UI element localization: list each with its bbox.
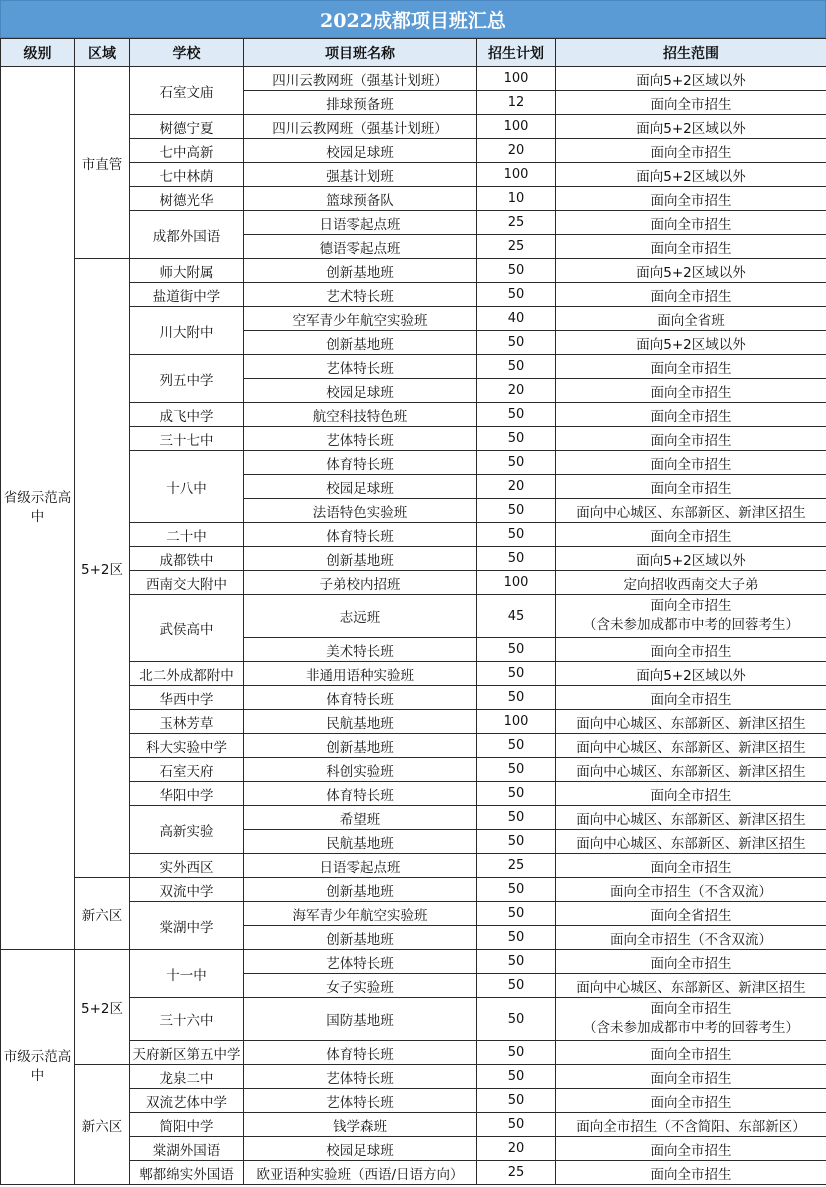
school-cell: 北二外成都附中 [130, 662, 244, 686]
school-cell: 七中林荫 [130, 163, 244, 187]
school-cell: 成都外国语 [130, 211, 244, 259]
column-header-area: 区域 [75, 39, 130, 67]
school-cell: 武侯高中 [130, 595, 244, 662]
plan-cell: 50 [477, 1113, 556, 1137]
plan-cell: 50 [477, 427, 556, 451]
school-cell: 师大附属 [130, 259, 244, 283]
program-cell: 艺体特长班 [244, 355, 477, 379]
plan-cell: 10 [477, 187, 556, 211]
school-cell: 棠湖中学 [130, 902, 244, 950]
plan-cell: 50 [477, 782, 556, 806]
scope-cell: 面向中心城区、东部新区、新津区招生 [556, 758, 826, 782]
scope-cell: 面向5+2区域以外 [556, 67, 826, 91]
program-cell: 非通用语种实验班 [244, 662, 477, 686]
plan-cell: 50 [477, 499, 556, 523]
program-cell: 创新基地班 [244, 878, 477, 902]
school-cell: 七中高新 [130, 139, 244, 163]
scope-note: （含未参加成都市中考的回蓉考生） [583, 1020, 799, 1036]
school-cell: 科大实验中学 [130, 734, 244, 758]
plan-cell: 20 [477, 1137, 556, 1161]
column-header-program: 项目班名称 [244, 39, 477, 67]
plan-cell: 20 [477, 475, 556, 499]
school-cell: 川大附中 [130, 307, 244, 355]
plan-cell: 50 [477, 758, 556, 782]
school-cell: 龙泉二中 [130, 1065, 244, 1089]
program-cell: 欧亚语种实验班（西语/日语方向） [244, 1161, 477, 1185]
scope-cell: 面向全市招生 [556, 1065, 826, 1089]
scope-cell: 面向全市招生 [556, 235, 826, 259]
plan-cell: 12 [477, 91, 556, 115]
program-cell: 艺术特长班 [244, 283, 477, 307]
school-cell: 二十中 [130, 523, 244, 547]
plan-cell: 50 [477, 403, 556, 427]
program-cell: 德语零起点班 [244, 235, 477, 259]
program-cell: 四川云教网班（强基计划班） [244, 115, 477, 139]
program-cell: 创新基地班 [244, 259, 477, 283]
plan-cell: 100 [477, 571, 556, 595]
scope-cell: 面向中心城区、东部新区、新津区招生 [556, 710, 826, 734]
scope-cell: 面向全市招生 [556, 91, 826, 115]
plan-cell: 100 [477, 67, 556, 91]
school-cell: 华西中学 [130, 686, 244, 710]
school-cell: 三十七中 [130, 427, 244, 451]
scope-cell: 面向5+2区域以外 [556, 163, 826, 187]
school-cell: 石室天府 [130, 758, 244, 782]
plan-cell: 50 [477, 950, 556, 974]
program-cell: 校园足球班 [244, 475, 477, 499]
program-cell: 民航基地班 [244, 830, 477, 854]
school-cell: 高新实验 [130, 806, 244, 854]
program-cell: 希望班 [244, 806, 477, 830]
scope-cell: 面向全市招生 [556, 187, 826, 211]
program-cell: 校园足球班 [244, 379, 477, 403]
program-cell: 子弟校内招班 [244, 571, 477, 595]
program-cell: 体育特长班 [244, 451, 477, 475]
scope-cell: 面向全市招生（不含简阳、东部新区） [556, 1113, 826, 1137]
scope-cell: 面向5+2区域以外 [556, 115, 826, 139]
column-header-scope: 招生范围 [556, 39, 826, 67]
area-cell: 新六区 [75, 878, 130, 950]
scope-cell: 面向全市招生 [556, 1089, 826, 1113]
program-cell: 空军青少年航空实验班 [244, 307, 477, 331]
program-cell: 创新基地班 [244, 926, 477, 950]
program-cell: 日语零起点班 [244, 854, 477, 878]
area-cell: 市直管 [75, 67, 130, 259]
plan-cell: 100 [477, 710, 556, 734]
program-cell: 强基计划班 [244, 163, 477, 187]
school-cell: 双流艺体中学 [130, 1089, 244, 1113]
scope-cell: 面向5+2区域以外 [556, 547, 826, 571]
plan-cell: 50 [477, 902, 556, 926]
scope-cell: 面向全省班 [556, 307, 826, 331]
plan-cell: 50 [477, 259, 556, 283]
program-cell: 创新基地班 [244, 734, 477, 758]
program-cell: 日语零起点班 [244, 211, 477, 235]
school-cell: 树德宁夏 [130, 115, 244, 139]
scope-cell: 面向全市招生 [556, 283, 826, 307]
scope-cell: 面向全市招生 [556, 379, 826, 403]
header-row [1, 39, 826, 67]
scope-cell: 面向全市招生 [556, 1161, 826, 1185]
scope-cell: 面向全市招生（不含双流） [556, 926, 826, 950]
scope-cell: 面向5+2区域以外 [556, 259, 826, 283]
plan-cell: 20 [477, 379, 556, 403]
scope-cell: 面向全市招生（不含双流） [556, 878, 826, 902]
program-cell: 航空科技特色班 [244, 403, 477, 427]
program-cell: 校园足球班 [244, 1137, 477, 1161]
plan-cell: 40 [477, 307, 556, 331]
school-cell: 盐道街中学 [130, 283, 244, 307]
program-cell: 四川云教网班（强基计划班） [244, 67, 477, 91]
plan-cell: 50 [477, 1065, 556, 1089]
program-cell: 法语特色实验班 [244, 499, 477, 523]
program-cell: 美术特长班 [244, 638, 477, 662]
school-cell: 棠湖外国语 [130, 1137, 244, 1161]
plan-cell: 50 [477, 638, 556, 662]
scope-cell: 面向全市招生 [556, 854, 826, 878]
plan-cell: 50 [477, 830, 556, 854]
program-cell: 科创实验班 [244, 758, 477, 782]
plan-cell: 50 [477, 1089, 556, 1113]
scope-cell: 面向全市招生 [556, 523, 826, 547]
plan-cell: 25 [477, 854, 556, 878]
scope-cell: 面向全市招生 [556, 427, 826, 451]
scope-cell: 面向全市招生 [556, 451, 826, 475]
plan-cell: 20 [477, 139, 556, 163]
school-cell: 石室文庙 [130, 67, 244, 115]
school-cell: 双流中学 [130, 878, 244, 902]
school-cell: 成飞中学 [130, 403, 244, 427]
column-header-school: 学校 [130, 39, 244, 67]
scope-cell: 面向全市招生 [556, 638, 826, 662]
scope-cell: 面向5+2区域以外 [556, 331, 826, 355]
table-row [1, 259, 826, 283]
school-cell: 西南交大附中 [130, 571, 244, 595]
school-cell: 简阳中学 [130, 1113, 244, 1137]
program-cell: 志远班 [244, 595, 477, 638]
plan-cell: 50 [477, 283, 556, 307]
program-table [0, 38, 826, 1185]
column-header-plan: 招生计划 [477, 39, 556, 67]
program-cell: 国防基地班 [244, 998, 477, 1041]
scope-cell: 面向全市招生 [556, 686, 826, 710]
scope-cell: 面向全市招生 [556, 403, 826, 427]
program-cell: 海军青少年航空实验班 [244, 902, 477, 926]
program-cell: 艺体特长班 [244, 1065, 477, 1089]
plan-cell: 50 [477, 1041, 556, 1065]
program-cell: 校园足球班 [244, 139, 477, 163]
program-cell: 体育特长班 [244, 523, 477, 547]
scope-cell: 面向全市招生 [556, 355, 826, 379]
plan-cell: 50 [477, 662, 556, 686]
school-cell: 玉林芳草 [130, 710, 244, 734]
plan-cell: 100 [477, 163, 556, 187]
table-row [1, 67, 826, 91]
program-cell: 民航基地班 [244, 710, 477, 734]
scope-cell: 面向中心城区、东部新区、新津区招生 [556, 974, 826, 998]
plan-cell: 50 [477, 523, 556, 547]
plan-cell: 25 [477, 1161, 556, 1185]
program-cell: 体育特长班 [244, 782, 477, 806]
sheet-title: 2022成都项目班汇总 [0, 0, 826, 38]
school-cell: 十八中 [130, 451, 244, 523]
plan-cell: 50 [477, 974, 556, 998]
scope-cell: 面向中心城区、东部新区、新津区招生 [556, 499, 826, 523]
program-cell: 创新基地班 [244, 331, 477, 355]
program-cell: 创新基地班 [244, 547, 477, 571]
school-cell: 华阳中学 [130, 782, 244, 806]
school-cell: 三十六中 [130, 998, 244, 1041]
school-cell: 实外西区 [130, 854, 244, 878]
program-cell: 艺体特长班 [244, 1089, 477, 1113]
scope-cell: 面向中心城区、东部新区、新津区招生 [556, 806, 826, 830]
level-cell: 市级示范高中 [1, 950, 75, 1185]
program-cell: 体育特长班 [244, 686, 477, 710]
table-row [1, 878, 826, 902]
plan-cell: 25 [477, 235, 556, 259]
scope-cell: 面向全市招生 [556, 475, 826, 499]
school-cell: 列五中学 [130, 355, 244, 403]
school-cell: 郫都绵实外国语 [130, 1161, 244, 1185]
plan-cell: 50 [477, 547, 556, 571]
area-cell: 5+2区 [75, 950, 130, 1065]
program-cell: 女子实验班 [244, 974, 477, 998]
plan-cell: 25 [477, 211, 556, 235]
scope-text: 面向全市招生 [650, 598, 732, 614]
scope-cell: 面向全省招生 [556, 902, 826, 926]
area-cell: 5+2区 [75, 259, 130, 878]
plan-cell: 45 [477, 595, 556, 638]
area-cell: 新六区 [75, 1065, 130, 1185]
scope-note: （含未参加成都市中考的回蓉考生） [583, 617, 799, 633]
program-cell: 艺体特长班 [244, 427, 477, 451]
scope-cell: 面向全市招生 [556, 211, 826, 235]
plan-cell: 50 [477, 926, 556, 950]
program-cell: 排球预备班 [244, 91, 477, 115]
plan-cell: 50 [477, 686, 556, 710]
plan-cell: 50 [477, 998, 556, 1041]
plan-cell: 100 [477, 115, 556, 139]
scope-cell [556, 998, 826, 1041]
school-cell: 十一中 [130, 950, 244, 998]
scope-cell: 面向中心城区、东部新区、新津区招生 [556, 830, 826, 854]
program-cell: 篮球预备队 [244, 187, 477, 211]
program-cell: 钱学森班 [244, 1113, 477, 1137]
scope-cell: 面向5+2区域以外 [556, 662, 826, 686]
scope-cell [556, 595, 826, 638]
program-cell: 体育特长班 [244, 1041, 477, 1065]
scope-text: 面向全市招生 [650, 1001, 732, 1017]
program-cell: 艺体特长班 [244, 950, 477, 974]
plan-cell: 50 [477, 806, 556, 830]
plan-cell: 50 [477, 331, 556, 355]
scope-cell: 面向全市招生 [556, 1137, 826, 1161]
plan-cell: 50 [477, 734, 556, 758]
school-cell: 天府新区第五中学 [130, 1041, 244, 1065]
column-header-level: 级别 [1, 39, 75, 67]
table-row [1, 1065, 826, 1089]
scope-cell: 面向全市招生 [556, 1041, 826, 1065]
level-cell: 省级示范高中 [1, 67, 75, 950]
school-cell: 成都铁中 [130, 547, 244, 571]
plan-cell: 50 [477, 878, 556, 902]
scope-cell: 面向全市招生 [556, 950, 826, 974]
scope-cell: 面向全市招生 [556, 782, 826, 806]
scope-cell: 定向招收西南交大子弟 [556, 571, 826, 595]
plan-cell: 50 [477, 451, 556, 475]
scope-cell: 面向全市招生 [556, 139, 826, 163]
school-cell: 树德光华 [130, 187, 244, 211]
scope-cell: 面向中心城区、东部新区、新津区招生 [556, 734, 826, 758]
table-row [1, 950, 826, 974]
plan-cell: 50 [477, 355, 556, 379]
